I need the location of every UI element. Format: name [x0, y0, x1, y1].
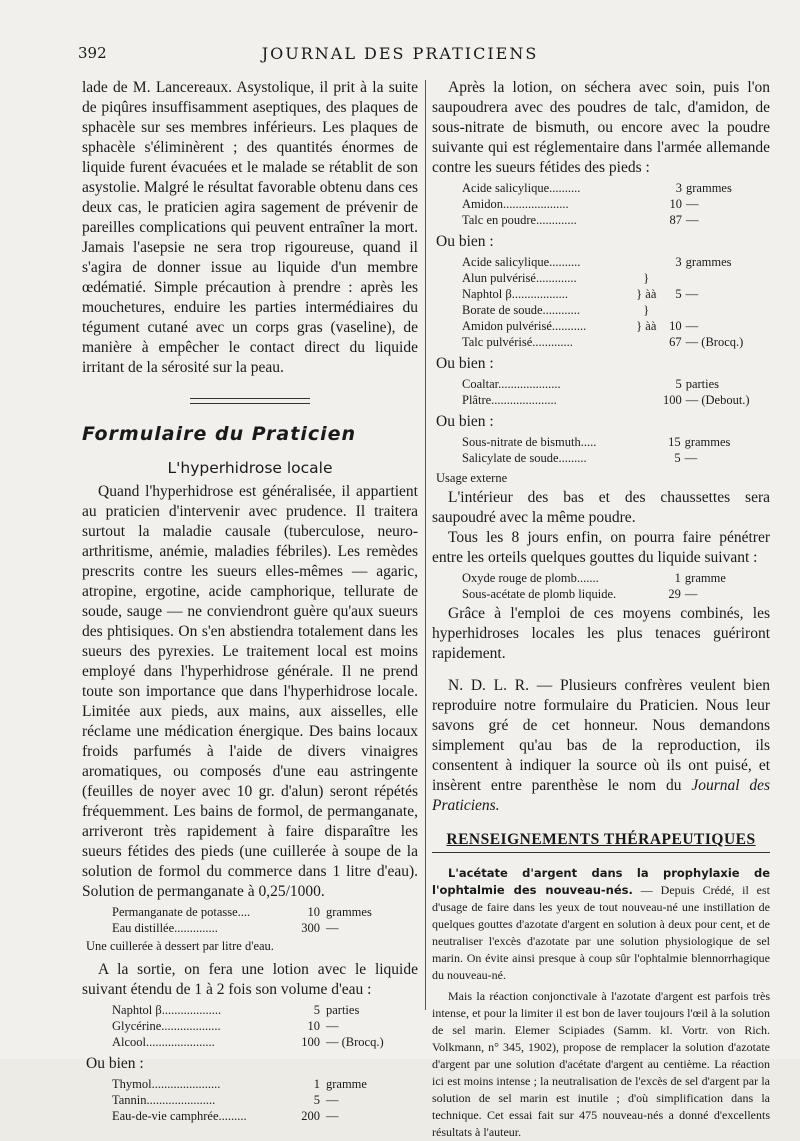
intro-paragraph: lade de M. Lancereaux. Asystolique, il prit à la suite de piqûres insuffisamment aseptiques, des plaques de sphacèle sur ses membres inférieurs. Les plaques de sphacèle s'éliminèrent ; des quantités énormes de liquide furent évacuées et le malade se rétablit de son asystolie. Malgré le résultat favorable obtenu dans ces deux cas, le praticien agira sagement de prévenir de pareilles complications qui peuvent entraîner la mort. Jamais l'asepsie ne sera trop rigoureuse, quand il s'agira de donner issue au liquide d'un membre œdématié. Simple précaution à prendre : après les mouchetures, enduire les parties intermédiaires du tégument cutané avec un corps gras (vaseline), de manière à empêcher le contact direct du liquide irritant de la sérosité sur la peau.: [82, 79, 418, 376]
article-title: L'hyperhidrose locale: [167, 459, 333, 477]
right-paragraph-1: Après la lotion, on séchera avec soin, puis l'on saupoudrera avec des poudres de talc, d'amidon, de sous-nitrate de bismuth, ou encore avec la poudre suivante qui est réglementaire dans l'armée allemande contre les sueurs fétides des pieds :: [432, 79, 770, 176]
page-header: [0, 44, 800, 68]
right-paragraph-4: Grâce à l'emploi de ces moyens combinés, les hyperhidroses locales les plus tenaces guériront rapidement.: [432, 605, 770, 662]
prescription-army-powder: [462, 180, 770, 228]
right-column: [432, 78, 770, 1141]
prescription-row: Amidon..................... 10 —: [462, 197, 699, 211]
prescription-row: Coaltar.................... 5 parties: [462, 377, 720, 391]
section-heading: Formulaire du Praticien: [82, 423, 357, 445]
prescription-row: Alun pulvérisé............. }: [462, 271, 650, 285]
article-paragraph-2: A la sortie, on fera une lotion avec le liquide suivant étendu de 1 à 2 fois son volume d'eau :: [82, 961, 418, 998]
prescription-naphtol: [112, 1002, 406, 1050]
prescription-row: Borate de soude............ }: [462, 303, 650, 317]
renseignements-title: L'acétate d'argent dans la prophylaxie de l'ophtalmie des nouveau-nés.: [432, 866, 770, 897]
prescription-row: Naphtol β................... 5 parties: [112, 1003, 360, 1017]
prescription-salicylic-powder: [462, 254, 770, 350]
running-title: JOURNAL DES PRATICIENS: [261, 44, 539, 63]
left-column: [82, 78, 418, 1126]
prescription-row: Sous-nitrate de bismuth..... 15 grammes: [462, 435, 731, 449]
ou-bien-label: Ou bien :: [436, 355, 494, 372]
prescription-row: Talc pulvérisé............. 67 — (Brocq.): [462, 335, 744, 349]
prescription-row: Oxyde rouge de plomb....... 1 gramme: [462, 571, 726, 585]
prescription-thymol: [112, 1076, 406, 1124]
prescription-row: Glycérine................... 10 —: [112, 1019, 339, 1033]
prescription-row: Sous-acétate de plomb liquide. 29 —: [462, 587, 698, 601]
article-paragraph-1: Quand l'hyperhidrose est généralisée, il appartient au praticien d'intervenir avec prudence. Il traitera surtout la maladie causale (tuberculose, neuro-arthritisme, anémie, maladies fébriles). Les remèdes prescrits contre les sueurs elles-mêmes — agaric, atropine, ergotine, acide camphorique, tellurate de soude, sauge — ne conviendront guère qu'aux sueurs des phtisiques. On s'en abstiendra totalement dans les sueurs des pyrexies. Le traitement local est moins employé dans l'hyperhidrose générale. Il ne prend toute son importance que dans l'hyperhidrose locale. Limitée aux pieds, aux mains, aux aisselles, elle réclame une médication énergique. Des bains locaux froids parfumés à l'aide de divers vinaigres aromatiques, ou composés d'une eau astringente (feuilles de noyer avec 10 gr. d'alun) seront répétés fréquemment. Les bains de formol, de permanganate, arriveront très rapidement à faire disparaître les sueurs fétides des pieds (une cuillerée à soupe de la solution de formol du commerce dans 1 litre d'eau). Solution de permanganate à 0,25/1000.: [82, 483, 418, 900]
ou-bien-label: Ou bien :: [436, 413, 494, 430]
ou-bien-label: Ou bien :: [86, 1055, 144, 1072]
editor-note-text: N. D. L. R. — Plusieurs confrères veulent bien reproduire notre formulaire du Praticien. Nous leur savons gré de cet honneur. Nous demandons simplement qu'au bas de la reproduction, ils consentent à indiquer la source où ils ont puisé, et insèrent entre parenthèse le nom du: [432, 677, 770, 794]
prescription-row: Salicylate de soude......... 5 —: [462, 451, 698, 465]
prescription-row: Eau distillée.............. 300 —: [112, 921, 339, 935]
renseignements-paragraph-2: Mais la réaction conjonctivale à l'azotate d'argent est parfois très intense, et pour la limiter il est bon de laver toujours l'œil à la solution de sel marin. Elemer Scipiades (Samm. kl. Vortr. von Rich. Volkmann, n° 345, 1902), propose de remplacer la solution d'azotate d'argent par une solution d'acétate d'argent au centième. La réaction ici est moins intense ; la neutralisation de l'excès de sel d'argent par la solution de sel marin est inutile ; d'où simplification dans la technique. Cet essai fait sur 475 nouveau-nés a donné d'excellents résultats à l'auteur.: [432, 989, 770, 1139]
usage-label: Usage externe: [436, 471, 508, 485]
prescription-row: Talc en poudre............. 87 —: [462, 213, 699, 227]
prescription-row: Alcool...................... 100 — (Brocq.): [112, 1035, 384, 1049]
right-paragraph-2: L'intérieur des bas et des chaussettes sera saupoudré avec la même poudre.: [432, 489, 770, 526]
renseignements-rule: [432, 852, 770, 855]
section-rule: [190, 398, 310, 404]
journal-name: Journal des Praticiens.: [432, 777, 771, 814]
prescription-row: Acide salicylique.......... 3 grammes: [462, 181, 732, 195]
prescription-row: Permanganate de potasse.... 10 grammes: [112, 905, 372, 919]
prescription-row: Thymol...................... 1 gramme: [112, 1077, 367, 1091]
renseignements-heading: RENSEIGNEMENTS THÉRAPEUTIQUES: [446, 831, 756, 848]
prescription-row: Naphtol β.................. } àà 5 —: [462, 287, 699, 301]
prescription-row: Acide salicylique.......... 3 grammes: [462, 255, 732, 269]
prescription-row: Plâtre..................... 100 — (Debout.): [462, 393, 750, 407]
prescription-row: Eau-de-vie camphrée......... 200 —: [112, 1109, 339, 1123]
prescription-row: Tannin...................... 5 —: [112, 1093, 339, 1107]
prescription-row: Amidon pulvérisé........... } àà 10 —: [462, 319, 699, 333]
renseignements-paragraph-1: L'acétate d'argent dans la prophylaxie de l'ophtalmie des nouveau-nés. — Depuis Crédé, il est d'usage de faire dans les yeux de tout nouveau-né une instillation de quelques gouttes d'azotate d'argent en solution à deux pour cent, et de neutraliser l'excès d'azotate par une solution physiologique de sel marin. On évite ainsi presque à coup sûr l'ophtalmie blennorrhagique du nouveau-né.: [432, 866, 770, 982]
prescription-permanganate: [112, 904, 406, 936]
editor-note: [432, 676, 770, 816]
column-divider: [425, 80, 426, 1010]
prescription-note: Une cuillerée à dessert par litre d'eau.: [86, 939, 274, 953]
prescription-coaltar: [462, 376, 770, 408]
prescription-bismuth: [462, 434, 770, 466]
prescription-lead: [462, 570, 770, 602]
ou-bien-label: Ou bien :: [436, 233, 494, 250]
right-paragraph-3: Tous les 8 jours enfin, on pourra faire pénétrer entre les orteils quelques gouttes du liquide suivant :: [432, 529, 770, 566]
page-number: 392: [78, 44, 107, 62]
